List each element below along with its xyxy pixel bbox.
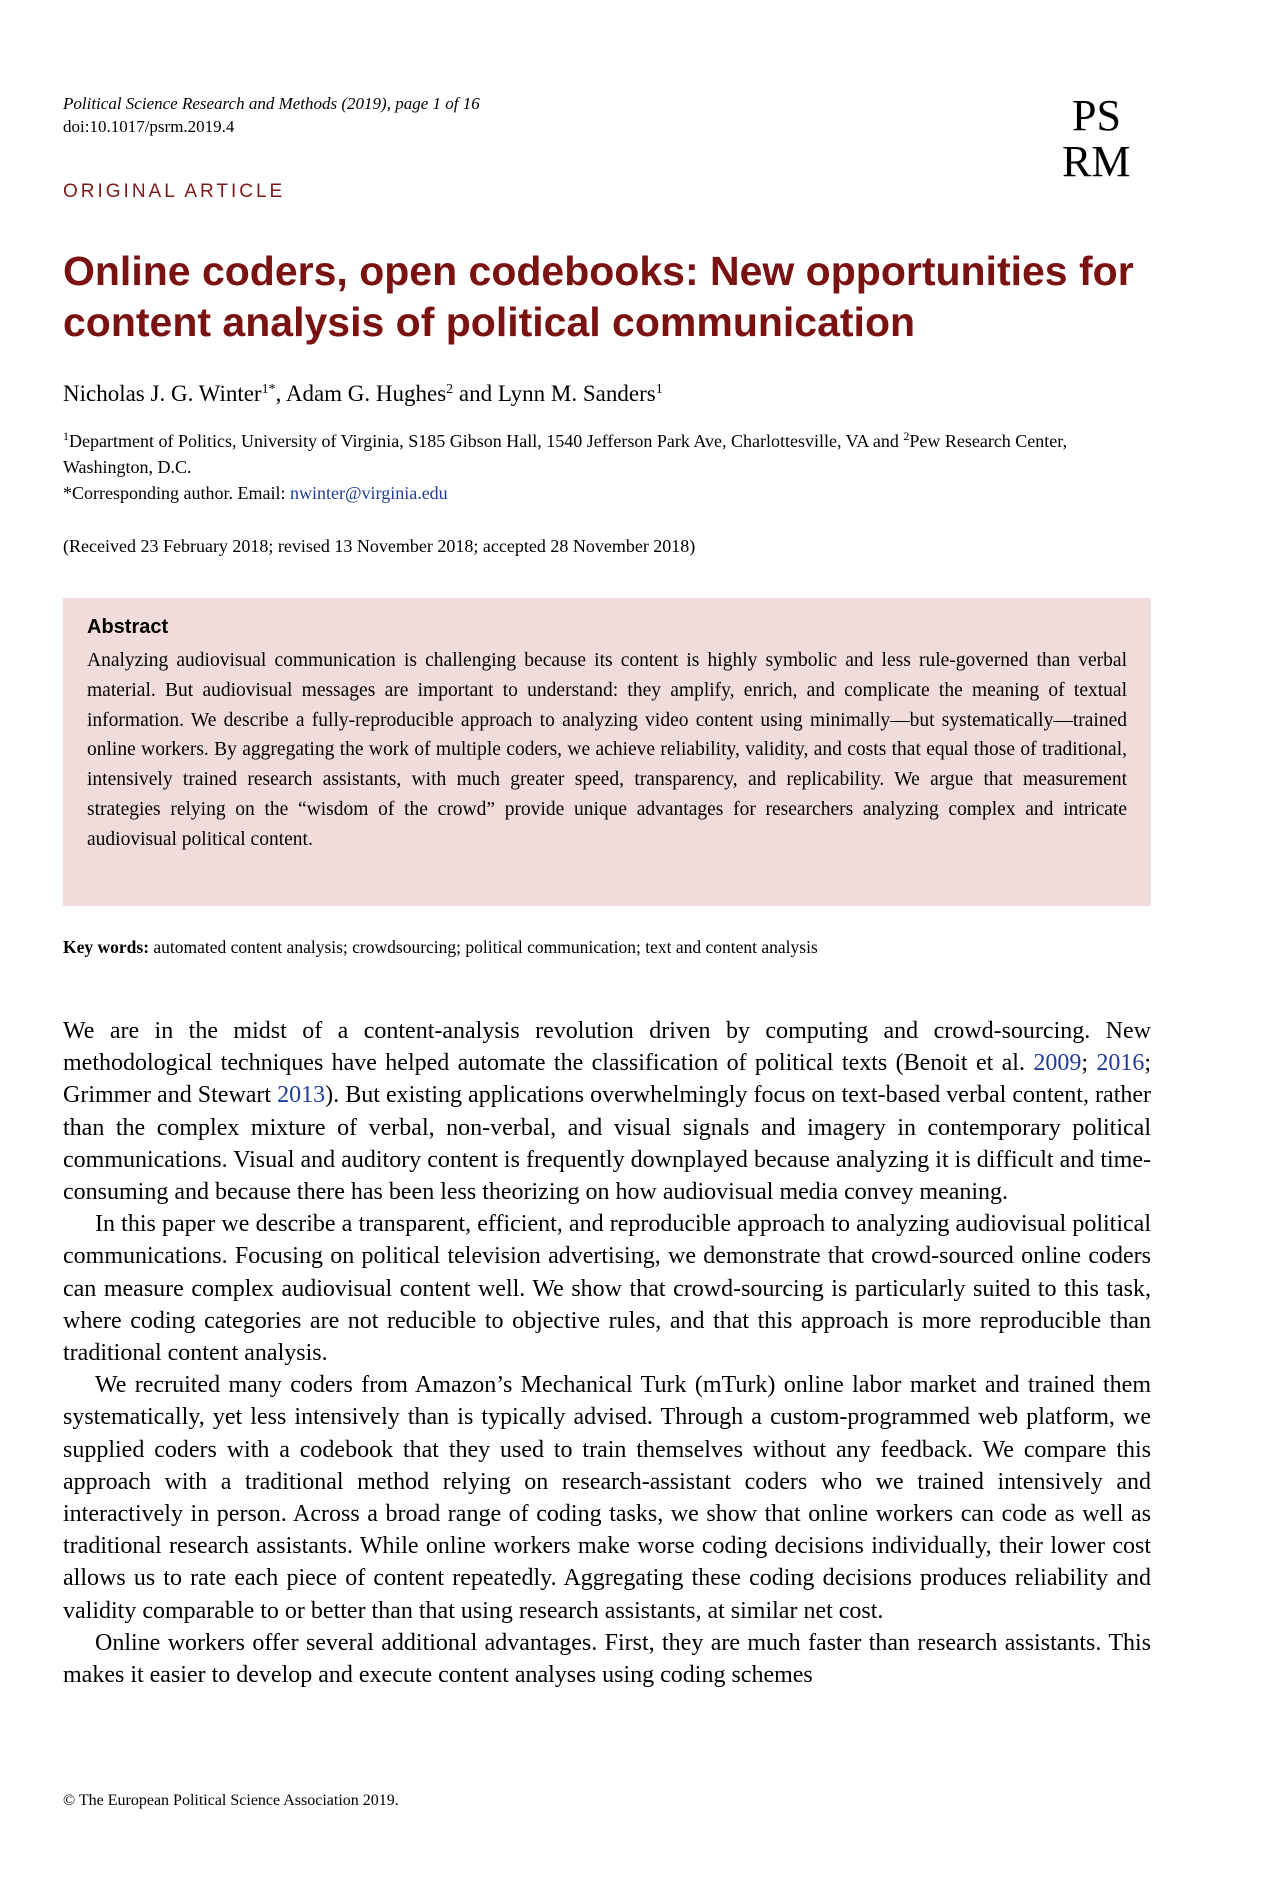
affiliation-mark: 2 <box>903 429 910 443</box>
psrm-logo-icon <box>1060 90 1150 182</box>
affiliation-mark: 1* <box>261 382 276 397</box>
affiliation-mark: 1 <box>63 429 69 443</box>
body-text: ). But existing applications overwhelmingly focus on text-based verbal content, rather than the complex mixture of verbal, non-verbal, and visual signals and imagery in contemporary political communications. Visual and auditory content is frequently downplayed because analyzing it is difficult and time-consuming and because there has been less theorizing on how audiovisual media convey meaning. <box>63 1082 1152 1206</box>
article-body <box>63 1015 1151 1691</box>
body-paragraph: Online workers offer several additional advantages. First, they are much faster than research assistants. This makes it easier to develop and execute content analyses using coding schemes <box>63 1629 1151 1689</box>
citation-link[interactable]: 2009 <box>1033 1050 1082 1077</box>
keywords-label: Key words: <box>63 937 150 957</box>
author-list <box>63 381 663 407</box>
journal-citation: Political Science Research and Methods (2019), page 1 of 16 <box>63 94 480 113</box>
corresponding-label: *Corresponding author. Email: <box>63 483 290 503</box>
journal-header <box>63 92 480 138</box>
body-paragraph: We recruited many coders from Amazon’s Mechanical Turk (mTurk) online labor market and trained them systematically, yet less intensively than is typically advised. Through a custom-programmed web platform, we supplied coders with a codebook that they used to train themselves without any feedback. We compare this approach with a traditional method relying on research-assistant coders who we trained intensively and interactively in person. Across a broad range of coding tasks, we show that online workers can code as well as traditional research assistants. While online workers make worse coding decisions individually, their lower cost allows us to rate each piece of content repeatedly. Aggregating these coding decisions produces reliability and validity comparable to or better than that using research assistants, at similar net cost. <box>63 1372 1151 1624</box>
body-text: ; Grimmer and Stewart <box>63 1050 1152 1109</box>
article-title: Online coders, open codebooks: New opportunities for content analysis of political communication <box>63 248 1134 345</box>
affiliation-text: Pew Research Center, Washington, D.C. <box>63 431 1068 477</box>
copyright-notice: © The European Political Science Association 2019. <box>63 1792 399 1809</box>
affiliation-mark: 1 <box>655 382 663 397</box>
citation-link[interactable]: 2013 <box>277 1082 326 1109</box>
author-name: Lynn M. Sanders <box>497 381 656 406</box>
affiliation-text: Department of Politics, University of Virginia, S185 Gibson Hall, 1540 Jefferson Park Ave, Charlottesville, VA and <box>69 431 904 451</box>
article-type-label: ORIGINAL ARTICLE <box>63 181 286 202</box>
doi-line: doi:10.1017/psrm.2019.4 <box>63 117 235 136</box>
author-separator: and <box>453 381 498 406</box>
author-name: Nicholas J. G. Winter <box>63 381 262 406</box>
abstract-box <box>63 598 1151 906</box>
affiliation-line <box>63 428 1148 480</box>
keywords-text: automated content analysis; crowdsourcing; political communication; text and content analysis <box>149 937 818 957</box>
affiliation-mark: 2 <box>446 382 454 397</box>
received-dates: (Received 23 February 2018; revised 13 November 2018; accepted 28 November 2018) <box>63 536 696 556</box>
body-text: ; <box>1081 1050 1097 1077</box>
logo-bottom-text: RM <box>1062 137 1131 182</box>
abstract-heading: Abstract <box>87 616 169 638</box>
keywords <box>63 937 818 958</box>
citation-link[interactable]: 2016 <box>1096 1050 1145 1077</box>
affiliations <box>63 428 1148 506</box>
logo-top-text: PS <box>1072 91 1121 140</box>
body-paragraph <box>63 1015 1151 1208</box>
email-link[interactable]: nwinter@virginia.edu <box>289 483 448 503</box>
corresponding-author <box>63 480 1148 506</box>
body-paragraph: In this paper we describe a transparent, efficient, and reproducible approach to analyzing audiovisual political communications. Focusing on political television advertising, we demonstrate that crowd-sourced online coders can measure complex audiovisual content well. We show that crowd-sourcing is particularly suited to this task, where coding categories are not reducible to objective rules, and that this approach is more reproducible than traditional content analysis. <box>63 1211 1151 1367</box>
author-name: Adam G. Hughes <box>285 381 447 406</box>
journal-logo <box>1060 90 1150 182</box>
abstract-text: Analyzing audiovisual communication is challenging because its content is highly symbolic and less rule-governed than verbal material. But audiovisual messages are important to understand: they amplify, enrich, and complicate the meaning of textual information. We describe a fully-reproducible approach to analyzing video content using minimally—but systematically—trained online workers. By aggregating the work of multiple coders, we achieve reliability, validity, and costs that equal those of traditional, intensively trained research assistants, with much greater speed, transparency, and replicability. We argue that measurement strategies relying on the “wisdom of the crowd” provide unique advantages for researchers analyzing complex and intricate audiovisual political content. <box>87 650 1127 850</box>
author-separator: , <box>275 381 286 406</box>
body-text: We are in the midst of a content-analysis revolution driven by computing and crowd-sourcing. New methodological techniques have helped automate the classification of political texts (Benoit et al. <box>63 1018 1151 1077</box>
